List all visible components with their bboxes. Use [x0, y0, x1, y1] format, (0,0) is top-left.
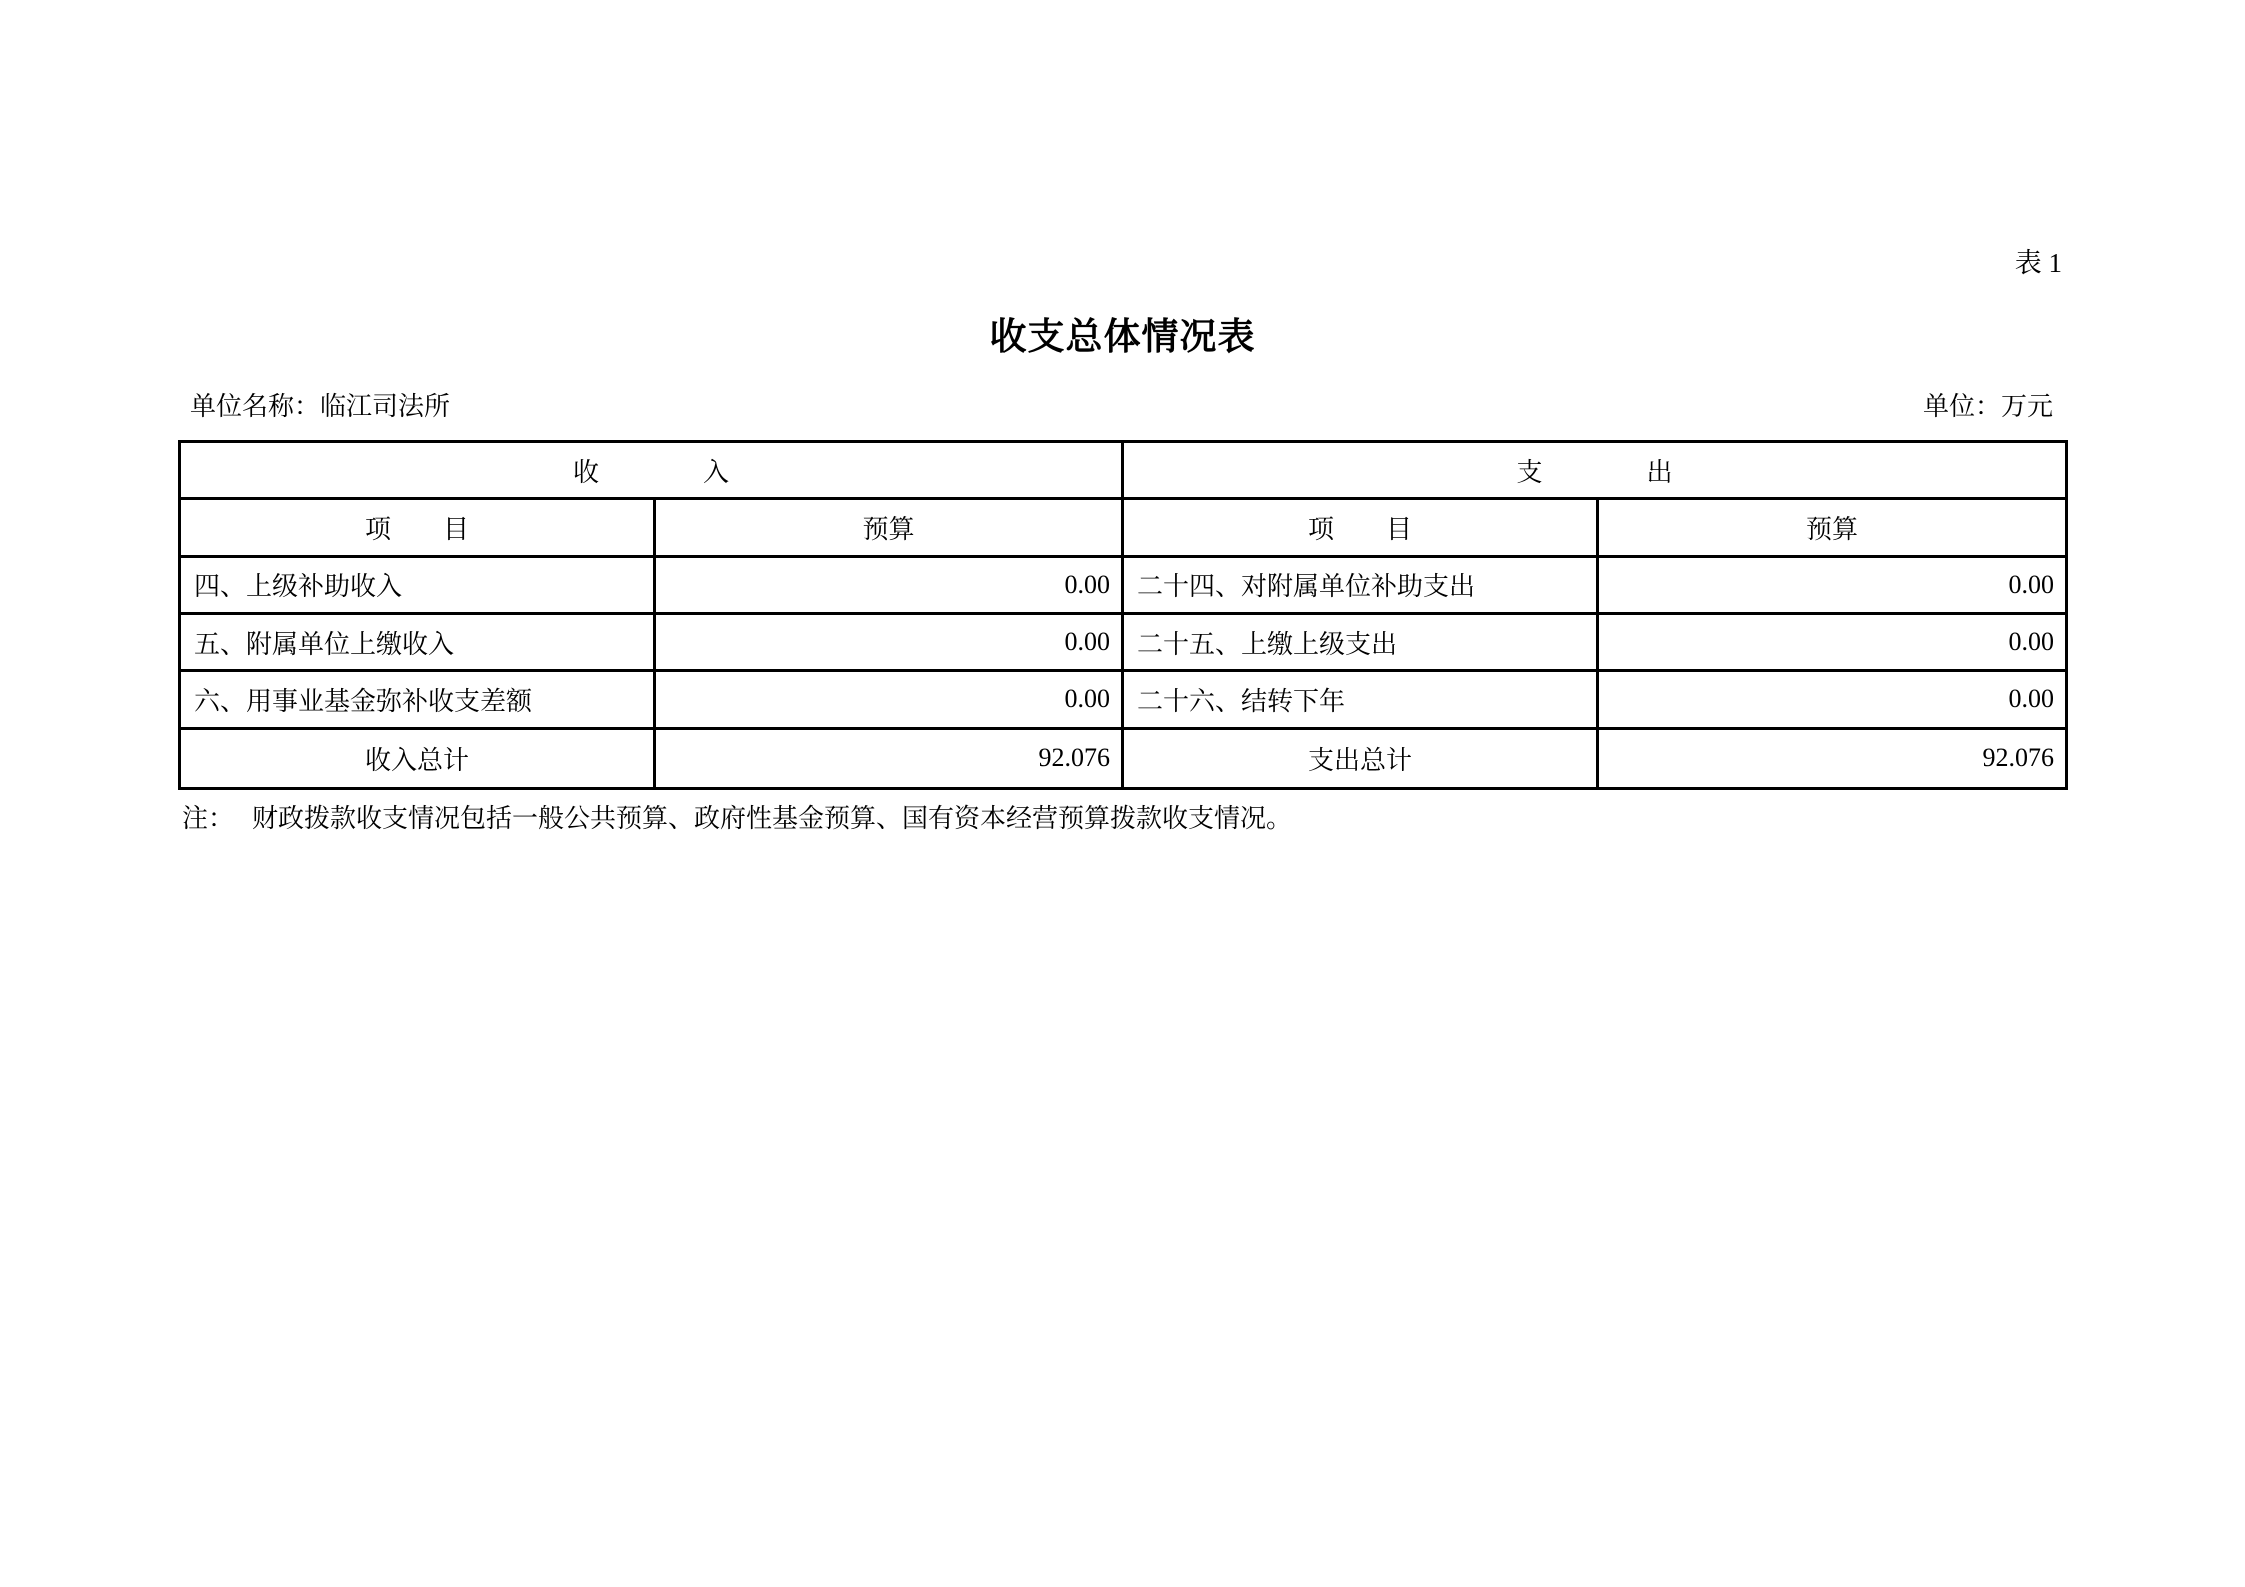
- expense-section-header: 支 出: [1124, 443, 2065, 500]
- income-row-budget: 0.00: [656, 558, 1124, 615]
- income-budget-column-header: 预算: [656, 500, 1124, 557]
- unit-name-value: 临江司法所: [320, 392, 451, 421]
- unit-measure: 单位：万元: [1922, 392, 2053, 421]
- expense-row-budget: 0.00: [1599, 558, 2065, 615]
- income-total-label: 收入总计: [181, 730, 656, 787]
- income-section-header: 收 入: [181, 443, 1124, 500]
- income-row-item: 四、上级补助收入: [181, 558, 656, 615]
- income-row-budget: 0.00: [656, 615, 1124, 672]
- footnote: [182, 803, 1292, 834]
- unit-name-label: 单位名称：: [190, 392, 321, 421]
- expense-row-budget: 0.00: [1599, 615, 2065, 672]
- expense-total-value: 92.076: [1982, 743, 2054, 773]
- expense-row-item: 二十六、结转下年: [1124, 672, 1599, 729]
- meta-row: [190, 391, 2053, 422]
- page-title: 收支总体情况表: [989, 317, 1256, 358]
- unit-name-line: [190, 391, 450, 422]
- expense-item-column-header: 项 目: [1124, 500, 1599, 557]
- income-row-budget: 0.00: [656, 672, 1124, 729]
- expense-row-item: 二十四、对附属单位补助支出: [1124, 558, 1599, 615]
- footnote-label: 注：: [182, 804, 235, 833]
- income-item-column-header: 项 目: [181, 500, 656, 557]
- table-number-tag: 表 1: [2014, 248, 2062, 278]
- income-total-value: 92.076: [656, 730, 1124, 787]
- budget-table: [178, 440, 2068, 790]
- expense-budget-column-header: 预算: [1599, 500, 2065, 557]
- income-row-item: 六、用事业基金弥补收支差额: [181, 672, 656, 729]
- expense-row-budget: 0.00: [1599, 672, 2065, 729]
- expense-total-label: 支出总计: [1124, 730, 1599, 787]
- income-row-item: 五、附属单位上缴收入: [181, 615, 656, 672]
- footnote-text: 财政拨款收支情况包括一般公共预算、政府性基金预算、国有资本经营预算拨款收支情况。: [252, 804, 1293, 833]
- expense-row-item: 二十五、上缴上级支出: [1124, 615, 1599, 672]
